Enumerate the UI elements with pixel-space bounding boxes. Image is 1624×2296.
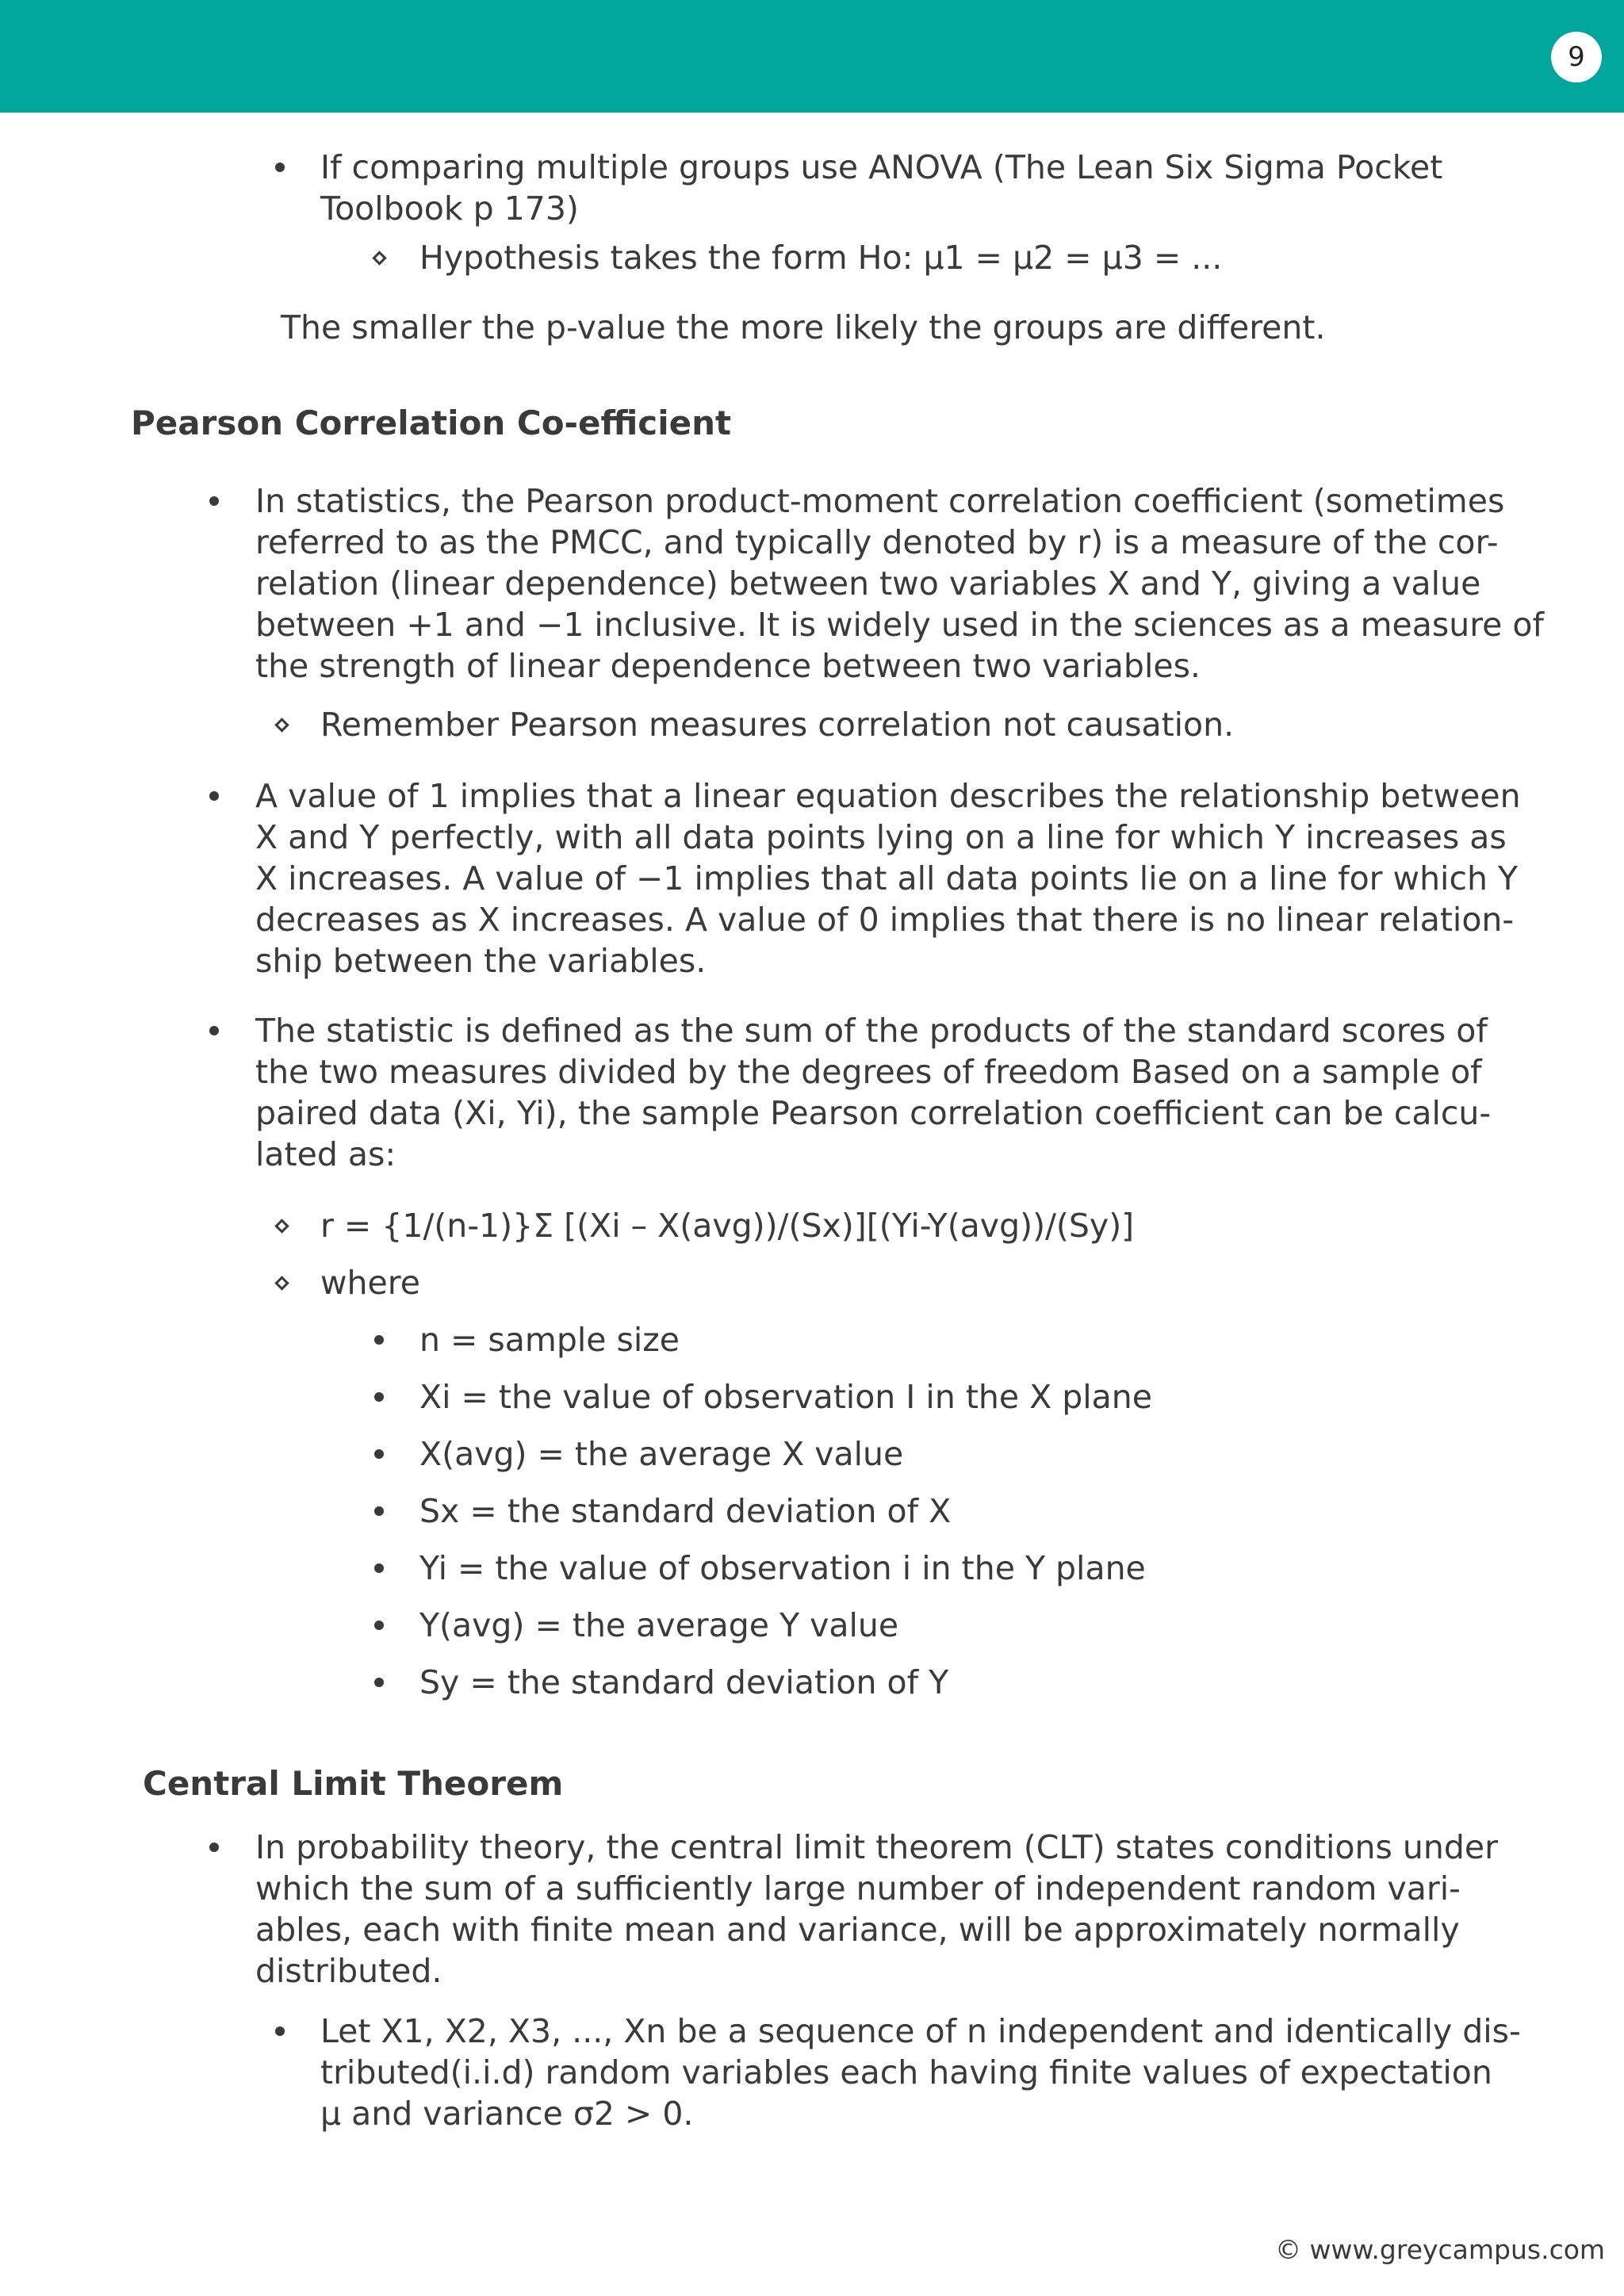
anova-hypothesis: Hypothesis takes the form Ho: µ1 = µ2 = µ3 = ... xyxy=(419,239,1223,277)
def-item: Sx = the standard deviation of X xyxy=(419,1492,952,1530)
bullet-dot xyxy=(374,1335,384,1345)
anova-line-1: If comparing multiple groups use ANOVA (The Lean Six Sigma Pocket xyxy=(320,148,1443,186)
pearson-b1-sub: Remember Pearson measures correlation not causation. xyxy=(320,706,1235,744)
def-item: X(avg) = the average X value xyxy=(419,1435,904,1473)
bullet-dot xyxy=(275,2026,285,2036)
clt-b1-line-4: distributed. xyxy=(255,1952,442,1990)
bullet-dot xyxy=(275,163,285,172)
bullet-dot xyxy=(374,1563,384,1573)
pearson-b2-line-3: X increases. A value of −1 implies that all data points lie on a line for which Y xyxy=(255,859,1519,897)
diamond-bullet-icon xyxy=(274,1219,289,1233)
footer-copyright: © www.greycampus.com xyxy=(1275,2234,1606,2265)
bullet-dot xyxy=(374,1621,384,1630)
pearson-b3-line-1: The statistic is defined as the sum of the products of the standard scores of xyxy=(255,1012,1488,1050)
anova-line-2: Toolbook p 173) xyxy=(320,189,579,228)
pearson-b1-line-1: In statistics, the Pearson product-moment correlation coefficient (sometimes xyxy=(255,482,1505,520)
diamond-bullet-icon xyxy=(274,1276,289,1290)
pearson-where: where xyxy=(320,1264,420,1302)
diamond-bullet-icon xyxy=(372,251,386,265)
def-item: Y(avg) = the average Y value xyxy=(419,1606,899,1644)
pearson-b2-line-5: ship between the variables. xyxy=(255,942,707,980)
bullet-dot xyxy=(374,1506,384,1516)
clt-sub-line-2: tributed(i.i.d) random variables each having finite values of expectation xyxy=(320,2053,1492,2091)
pearson-heading: Pearson Correlation Co-efficient xyxy=(131,404,732,442)
header-bar xyxy=(0,0,1624,113)
clt-b1-line-2: which the sum of a sufficiently large number of independent random vari- xyxy=(255,1869,1461,1908)
pearson-b3-line-3: paired data (Xi, Yi), the sample Pearson correlation coefficient can be calcu- xyxy=(255,1094,1492,1132)
pearson-b3-line-4: lated as: xyxy=(255,1135,396,1173)
pearson-formula: r = {1/(n-1)}Σ [(Xi – X(avg))/(Sx)][(Yi-Y(avg))/(Sy)] xyxy=(320,1207,1135,1245)
clt-heading: Central Limit Theorem xyxy=(143,1764,564,1803)
page-number-badge: 9 xyxy=(1551,32,1602,82)
pearson-b1-line-2: referred to as the PMCC, and typically denoted by r) is a measure of the cor- xyxy=(255,523,1499,561)
pearson-b3-line-2: the two measures divided by the degrees of freedom Based on a sample of xyxy=(255,1053,1482,1091)
bullet-dot xyxy=(209,1843,219,1852)
pearson-b1-line-3: relation (linear dependence) between two variables X and Y, giving a value xyxy=(255,564,1481,603)
def-item: Yi = the value of observation i in the Y plane xyxy=(419,1549,1146,1587)
bullet-dot xyxy=(374,1678,384,1687)
clt-sub-line-3: µ and variance σ2 > 0. xyxy=(320,2095,694,2133)
pearson-b1-line-4: between +1 and −1 inclusive. It is widely used in the sciences as a measure of xyxy=(255,606,1544,644)
clt-b1-line-1: In probability theory, the central limit theorem (CLT) states conditions under xyxy=(255,1828,1498,1866)
bullet-dot xyxy=(374,1449,384,1459)
def-item: Sy = the standard deviation of Y xyxy=(419,1663,949,1701)
bullet-dot xyxy=(374,1392,384,1402)
bullet-dot xyxy=(209,791,219,801)
def-item: Xi = the value of observation I in the X plane xyxy=(419,1378,1153,1416)
def-item: n = sample size xyxy=(419,1321,680,1359)
bullet-dot xyxy=(209,496,219,506)
pearson-b2-line-2: X and Y perfectly, with all data points lying on a line for which Y increases as xyxy=(255,818,1507,856)
bullet-dot xyxy=(209,1026,219,1035)
anova-note: The smaller the p-value the more likely the groups are different. xyxy=(281,308,1326,346)
pearson-b1-line-5: the strength of linear dependence between two variables. xyxy=(255,647,1201,685)
clt-b1-line-3: ables, each with finite mean and variance, will be approximately normally xyxy=(255,1911,1460,1949)
pearson-b2-line-1: A value of 1 implies that a linear equation describes the relationship between xyxy=(255,777,1521,815)
clt-sub-line-1: Let X1, X2, X3, ..., Xn be a sequence of n independent and identically dis- xyxy=(320,2012,1521,2050)
diamond-bullet-icon xyxy=(274,718,289,732)
pearson-b2-line-4: decreases as X increases. A value of 0 implies that there is no linear relation- xyxy=(255,901,1515,939)
